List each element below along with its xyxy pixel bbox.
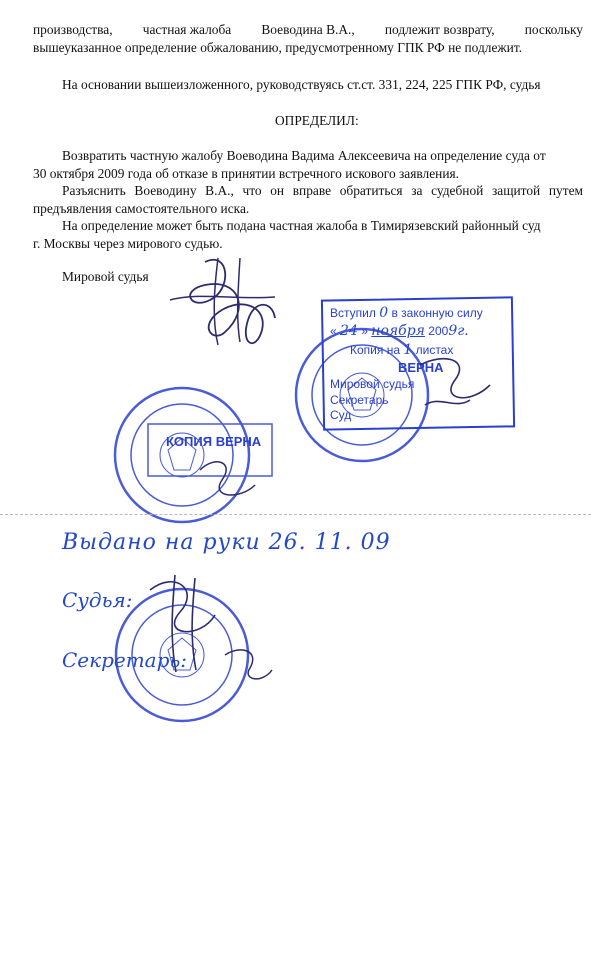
- stamp-copy-label: Копия на: [350, 343, 400, 357]
- text-line-3: На основании вышеизложенного, руководствуясь ст.ст. 331, 224, 225 ГПК РФ, судья: [62, 77, 541, 92]
- stamp-secretary: Секретарь: [330, 393, 389, 407]
- stamp-copy-verna: КОПИЯ ВЕРНА: [166, 434, 262, 449]
- stamp-entry-label-2: в законную силу: [391, 306, 483, 320]
- stamp-sheets-count: 1: [403, 342, 413, 358]
- stamp-court: Суд: [330, 408, 352, 422]
- paragraph-3-line-1: На определение может быть подана частная жалоба в Тимирязевский районный суд: [62, 218, 541, 233]
- paragraph-1-line-1: Возвратить частную жалобу Воеводина Вадима Алексеевича на определение суда от: [62, 148, 546, 163]
- stamp-entry-mark: 0: [379, 305, 389, 321]
- round-seal-left: [115, 388, 272, 522]
- stamp-quote-close: »: [361, 324, 368, 338]
- stamp-sheets-label: листах: [415, 343, 454, 357]
- stamp-year-prefix: 200: [428, 324, 449, 338]
- stamp-entry-label: Вступил: [330, 306, 376, 320]
- text-word: производства,: [33, 22, 113, 37]
- stamp-month: ноября: [371, 323, 425, 339]
- text-line-1: [33, 22, 583, 38]
- stamp-day: 24: [340, 323, 358, 339]
- text-word: подлежит возврату,: [384, 22, 495, 37]
- text-word: поскольку: [524, 22, 583, 37]
- text-word: частная жалоба: [142, 22, 232, 37]
- stamp-judge: Мировой судья: [330, 377, 415, 391]
- handwritten-judge: Судья:: [62, 588, 133, 612]
- paragraph-3-line-2: г. Москвы через мирового судью.: [33, 236, 223, 251]
- signature-label: Мировой судья: [62, 269, 149, 284]
- paragraph-1-line-2: 30 октября 2009 года об отказе в принятии встречного искового заявления.: [33, 166, 459, 181]
- stamp-verna: ВЕРНА: [398, 360, 444, 375]
- paragraph-2-line-1: Разъяснить Воеводину В.А., что он вправе обратиться за судебной защитой путем: [62, 183, 583, 198]
- text-word: Воеводина В.А.,: [261, 22, 355, 37]
- handwritten-issued: Выдано на руки 26. 11. 09: [62, 530, 391, 555]
- stamp-quote-open: «: [330, 324, 337, 338]
- page-divider: [0, 514, 591, 516]
- text-line-2: вышеуказанное определение обжалованию, предусмотренному ГПК РФ не подлежит.: [33, 40, 523, 55]
- stamp-year-suffix: 9г.: [448, 323, 469, 339]
- paragraph-2-line-2: предъявления самостоятельного иска.: [33, 201, 250, 216]
- section-heading: ОПРЕДЕЛИЛ:: [275, 113, 359, 128]
- handwritten-secretary: Секретарь:: [62, 648, 188, 672]
